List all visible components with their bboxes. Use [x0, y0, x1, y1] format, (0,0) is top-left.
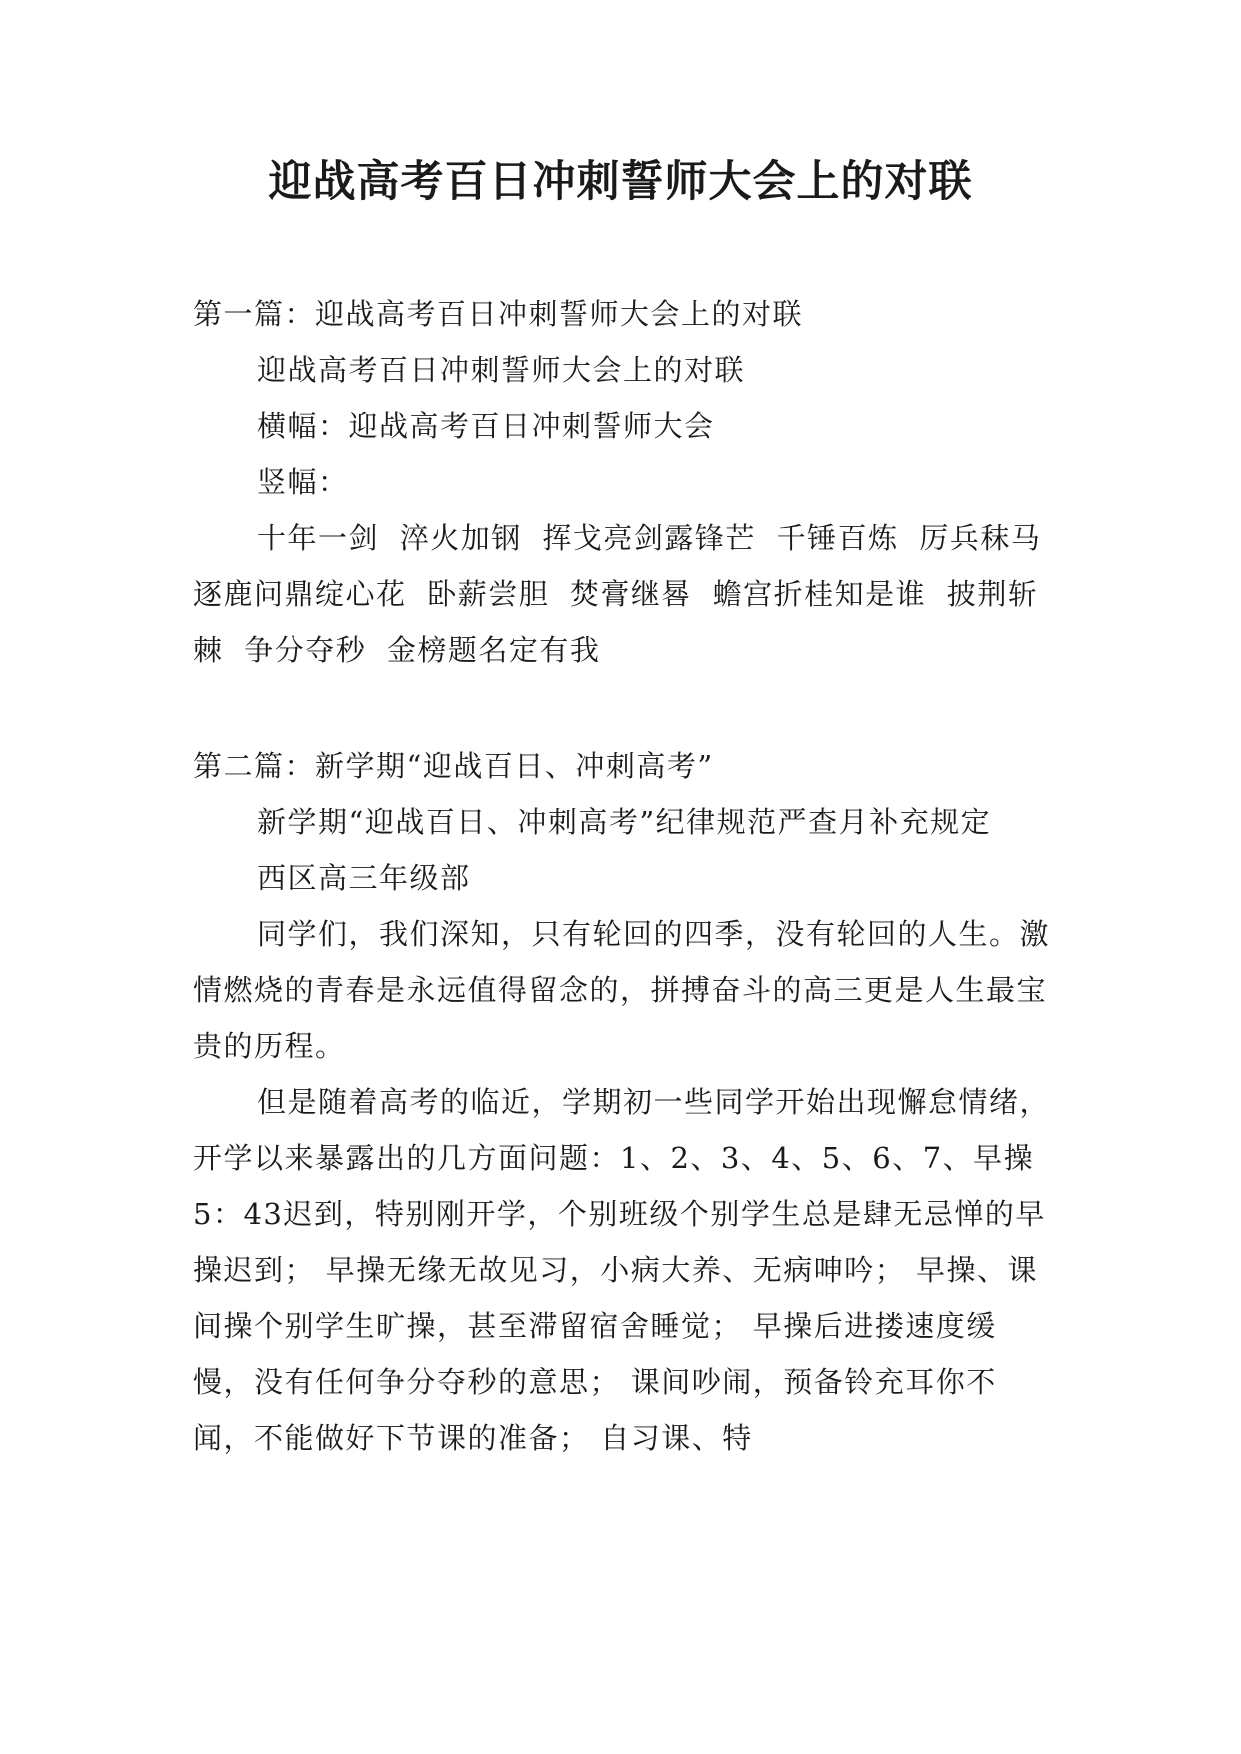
section-2-heading: 第二篇：新学期“迎战百日、冲刺高考”: [193, 749, 714, 783]
section-divider-space: [193, 678, 1055, 738]
paragraph-1: 同学们，我们深知，只有轮回的四季，没有轮回的人生。激情燃烧的青春是永远值得留念的，拼搏奋斗的高三更是人生最宝贵的历程。: [193, 917, 1051, 1063]
page-title: 迎战高考百日冲刺誓师大会上的对联: [268, 157, 973, 207]
section-1-subtitle: 迎战高考百日冲刺誓师大会上的对联: [257, 353, 746, 387]
banner-line: 横幅：迎战高考百日冲刺誓师大会: [257, 409, 715, 443]
department-line: 西区高三年级部: [257, 861, 471, 895]
paragraph-2: 但是随着高考的临近，学期初一些同学开始出现懈怠情绪，开学以来暴露出的几方面问题：1、2、3、4、5、6、7、早操5：43迟到，特别刚开学，个别班级个别学生总是肆无忌惮的早操迟到； 早操无缘无故见习，小病大养、无病呻吟； 早操、课间操个别学生旷操，甚至滞留宿舍睡觉； 早操后进搂速度缓慢，没有任何争分夺秒的意思； 课间吵闹，预备铃充耳你不闻，不能做好下节课的准备； 自习课、特: [193, 1085, 1051, 1455]
couplet-text: 十年一剑 淬火加钢 挥戈亮剑露锋芒 千锤百炼 厉兵秣马 逐鹿问鼎绽心花 卧薪尝胆 焚膏继晷 蟾宫折桂知是谁 披荆斩棘 争分夺秒 金榜题名定有我: [193, 521, 1042, 667]
vertical-label: 竖幅：: [257, 465, 349, 499]
document-body: [193, 286, 1055, 1466]
section-2-subtitle: 新学期“迎战百日、冲刺高考”纪律规范严查月补充规定: [257, 805, 992, 839]
section-1-heading: 第一篇：迎战高考百日冲刺誓师大会上的对联: [193, 297, 804, 331]
